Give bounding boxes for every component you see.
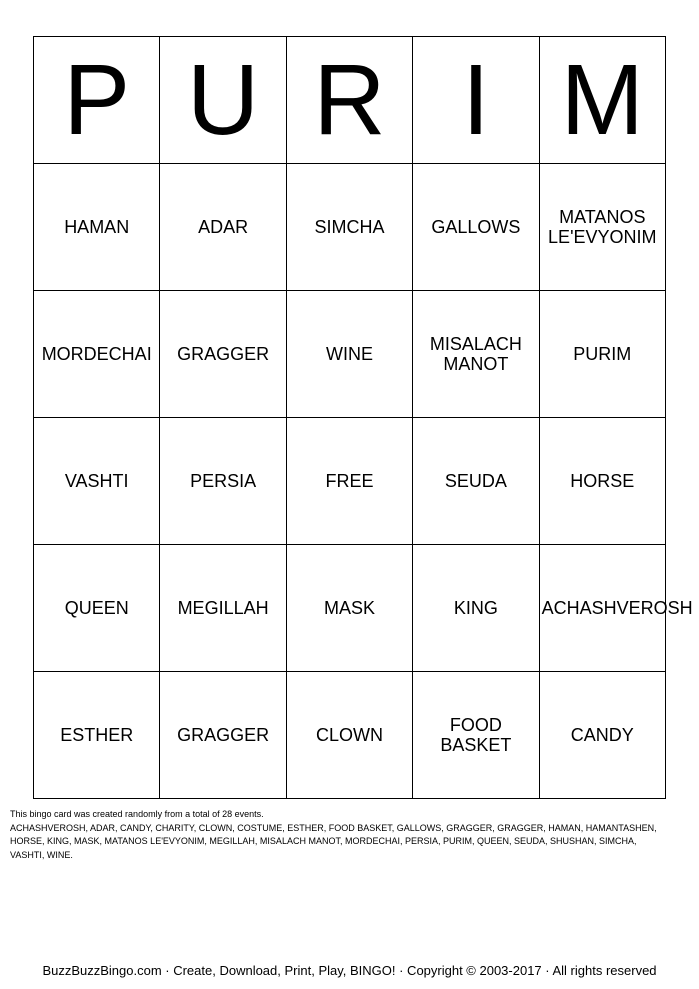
bingo-row <box>34 545 666 672</box>
bingo-cell: GALLOWS <box>413 164 539 291</box>
bingo-row <box>34 291 666 418</box>
header-letter: I <box>413 37 539 164</box>
bingo-row <box>34 672 666 799</box>
bingo-cell: ACHASHVEROSH <box>539 545 665 672</box>
event-note-intro: This bingo card was created randomly from a total of 28 events. <box>10 809 264 819</box>
bingo-cell: GRAGGER <box>160 291 286 418</box>
bingo-cell: SEUDA <box>413 418 539 545</box>
bingo-cell: HAMAN <box>34 164 160 291</box>
bingo-cell: MORDECHAI <box>34 291 160 418</box>
page-footer: BuzzBuzzBingo.com · Create, Download, Print, Play, BINGO! · Copyright © 2003-2017 · All rights reserved <box>42 963 657 978</box>
bingo-cell: FOOD BASKET <box>413 672 539 799</box>
free-space-cell: FREE <box>286 418 412 545</box>
bingo-cell: WINE <box>286 291 412 418</box>
bingo-cell: CANDY <box>539 672 665 799</box>
bingo-cell: ADAR <box>160 164 286 291</box>
header-letter: M <box>539 37 665 164</box>
header-letter: U <box>160 37 286 164</box>
header-row <box>34 37 666 164</box>
bingo-cell: HORSE <box>539 418 665 545</box>
bingo-cell: VASHTI <box>34 418 160 545</box>
bingo-cell: MASK <box>286 545 412 672</box>
bingo-card <box>33 36 693 799</box>
header-letter: P <box>34 37 160 164</box>
event-list: ACHASHVEROSH, ADAR, CANDY, CHARITY, CLOWN, COSTUME, ESTHER, FOOD BASKET, GALLOWS, GRAGGER, GRAGGER, HAMAN, HAMANTASHEN, HORSE, KING, MASK, MATANOS LE'EVYONIM, MEGILLAH, MISALACH MANOT, MORDECHAI, PERSIA, PURIM, QUEEN, SEUDA, SHUSHAN, SIMCHA, VASHTI, WINE. <box>10 822 657 860</box>
bingo-cell: CLOWN <box>286 672 412 799</box>
bingo-cell: ESTHER <box>34 672 160 799</box>
bingo-cell: QUEEN <box>34 545 160 672</box>
bingo-cell: SIMCHA <box>286 164 412 291</box>
bingo-row <box>34 164 666 291</box>
bingo-cell: MISALACH MANOT <box>413 291 539 418</box>
bingo-cell: GRAGGER <box>160 672 286 799</box>
header-letter: R <box>286 37 412 164</box>
bingo-cell: MEGILLAH <box>160 545 286 672</box>
bingo-row <box>34 418 666 545</box>
bingo-cell: MATANOS LE'EVYONIM <box>539 164 665 291</box>
bingo-cell: PERSIA <box>160 418 286 545</box>
bingo-cell: PURIM <box>539 291 665 418</box>
bingo-cell: KING <box>413 545 539 672</box>
event-note <box>10 808 670 862</box>
